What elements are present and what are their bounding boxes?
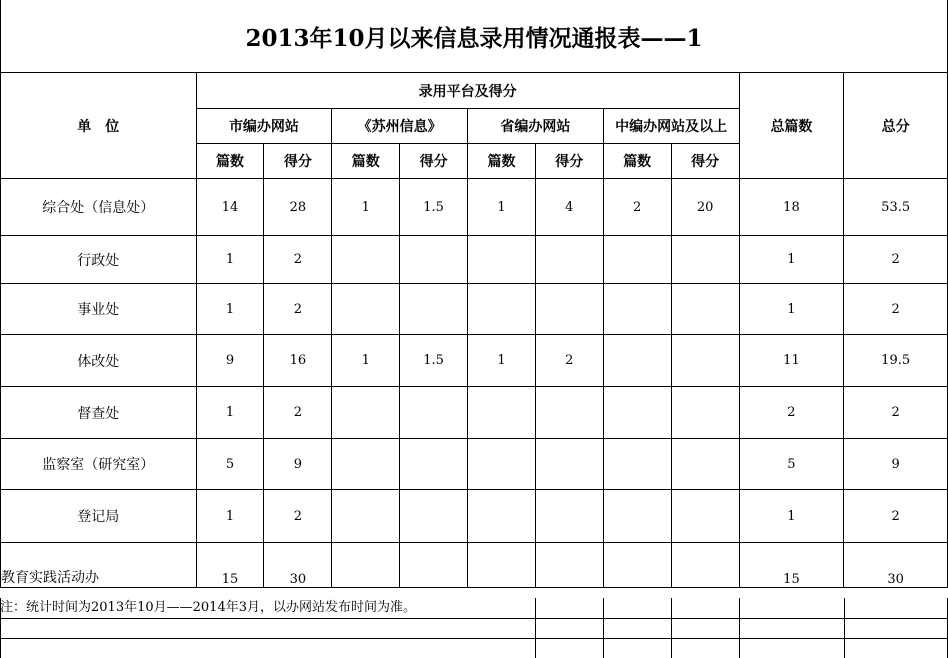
value-cell: 9 [196, 335, 264, 387]
unit-cell: 行政处 [1, 236, 197, 284]
table-row [1, 335, 948, 387]
value-cell [671, 236, 739, 284]
value-cell [332, 236, 400, 284]
total-pieces-cell: 1 [739, 236, 844, 284]
unit-cell: 体改处 [1, 335, 197, 387]
header-pieces: 篇数 [468, 144, 536, 179]
value-cell [535, 236, 603, 284]
grid-line [0, 638, 948, 639]
header-platform: 录用平台及得分 [196, 73, 739, 109]
value-cell [603, 387, 671, 439]
value-cell: 9 [264, 439, 332, 490]
value-cell [468, 439, 536, 490]
title-left-border [0, 0, 1, 72]
value-cell [468, 284, 536, 335]
header-total-pieces: 总篇数 [739, 73, 844, 179]
unit-cell: 综合处（信息处） [1, 179, 197, 236]
header-score: 得分 [400, 144, 468, 179]
value-cell: 1 [468, 335, 536, 387]
grid-line [603, 598, 604, 658]
value-cell [332, 387, 400, 439]
header-total-score: 总分 [844, 73, 948, 179]
value-cell: 16 [264, 335, 332, 387]
value-cell: 4 [535, 179, 603, 236]
unit-cell: 事业处 [1, 284, 197, 335]
header-pieces: 篇数 [332, 144, 400, 179]
grid-line [844, 598, 845, 658]
table-row [1, 490, 948, 543]
value-cell [535, 543, 603, 588]
table-row [1, 543, 948, 588]
report-table [0, 72, 948, 588]
value-cell: 1 [196, 490, 264, 543]
unit-cell: 登记局 [1, 490, 197, 543]
value-cell: 2 [535, 335, 603, 387]
value-cell [332, 439, 400, 490]
table-row [1, 179, 948, 236]
value-cell [671, 490, 739, 543]
grid-line [0, 598, 1, 658]
value-cell: 20 [671, 179, 739, 236]
total-score-cell: 2 [844, 387, 948, 439]
value-cell: 30 [264, 543, 332, 588]
value-cell: 2 [603, 179, 671, 236]
value-cell [332, 543, 400, 588]
header-score: 得分 [671, 144, 739, 179]
value-cell: 2 [264, 284, 332, 335]
unit-cell: 督查处 [1, 387, 197, 439]
grid-line [535, 598, 536, 658]
total-pieces-cell: 11 [739, 335, 844, 387]
header-platform-suzhou: 《苏州信息》 [332, 109, 468, 144]
value-cell [671, 335, 739, 387]
total-score-cell: 2 [844, 236, 948, 284]
value-cell [671, 387, 739, 439]
value-cell: 2 [264, 490, 332, 543]
value-cell: 1.5 [400, 335, 468, 387]
total-pieces-cell: 5 [739, 439, 844, 490]
footnote: 注：统计时间为2013年10月——2014年3月，以办网站发布时间为准。 [0, 600, 416, 615]
header-score: 得分 [535, 144, 603, 179]
value-cell: 1 [196, 284, 264, 335]
grid-line [0, 618, 948, 619]
value-cell: 15 [196, 543, 264, 588]
value-cell [603, 284, 671, 335]
value-cell [400, 236, 468, 284]
table-row [1, 284, 948, 335]
table-row [1, 236, 948, 284]
header-platform-city: 市编办网站 [196, 109, 332, 144]
value-cell [671, 543, 739, 588]
header-platform-province: 省编办网站 [468, 109, 604, 144]
value-cell: 14 [196, 179, 264, 236]
grid-line [671, 598, 672, 658]
unit-cell: 监察室（研究室） [1, 439, 197, 490]
total-pieces-cell: 1 [739, 490, 844, 543]
value-cell: 2 [264, 236, 332, 284]
value-cell [603, 335, 671, 387]
value-cell [332, 284, 400, 335]
value-cell [400, 490, 468, 543]
header-pieces: 篇数 [196, 144, 264, 179]
value-cell: 28 [264, 179, 332, 236]
table-row [1, 439, 948, 490]
value-cell [535, 439, 603, 490]
table-row [1, 387, 948, 439]
header-unit: 单 位 [1, 73, 197, 179]
value-cell [535, 490, 603, 543]
value-cell [671, 284, 739, 335]
report-title: 2013年10月以来信息录用情况通报表——1 [245, 24, 703, 52]
value-cell [603, 490, 671, 543]
value-cell: 1.5 [400, 179, 468, 236]
total-score-cell: 2 [844, 284, 948, 335]
total-score-cell: 2 [844, 490, 948, 543]
value-cell [400, 439, 468, 490]
value-cell [400, 543, 468, 588]
value-cell [332, 490, 400, 543]
value-cell [468, 236, 536, 284]
total-score-cell: 9 [844, 439, 948, 490]
total-score-cell: 30 [844, 543, 948, 588]
value-cell [468, 490, 536, 543]
value-cell [468, 387, 536, 439]
value-cell [535, 284, 603, 335]
value-cell [603, 236, 671, 284]
value-cell: 5 [196, 439, 264, 490]
value-cell [535, 387, 603, 439]
value-cell: 1 [196, 236, 264, 284]
header-score: 得分 [264, 144, 332, 179]
value-cell [603, 439, 671, 490]
header-pieces: 篇数 [603, 144, 671, 179]
total-pieces-cell: 18 [739, 179, 844, 236]
value-cell: 1 [196, 387, 264, 439]
total-pieces-cell: 1 [739, 284, 844, 335]
header-platform-central: 中编办网站及以上 [603, 109, 739, 144]
unit-cell: 教育实践活动办 [1, 543, 197, 588]
value-cell: 1 [332, 179, 400, 236]
total-score-cell: 53.5 [844, 179, 948, 236]
total-pieces-cell: 15 [739, 543, 844, 588]
value-cell [468, 543, 536, 588]
value-cell: 2 [264, 387, 332, 439]
value-cell [400, 284, 468, 335]
value-cell [603, 543, 671, 588]
value-cell [671, 439, 739, 490]
value-cell: 1 [332, 335, 400, 387]
total-pieces-cell: 2 [739, 387, 844, 439]
grid-line [739, 598, 740, 658]
value-cell [400, 387, 468, 439]
value-cell: 1 [468, 179, 536, 236]
total-score-cell: 19.5 [844, 335, 948, 387]
